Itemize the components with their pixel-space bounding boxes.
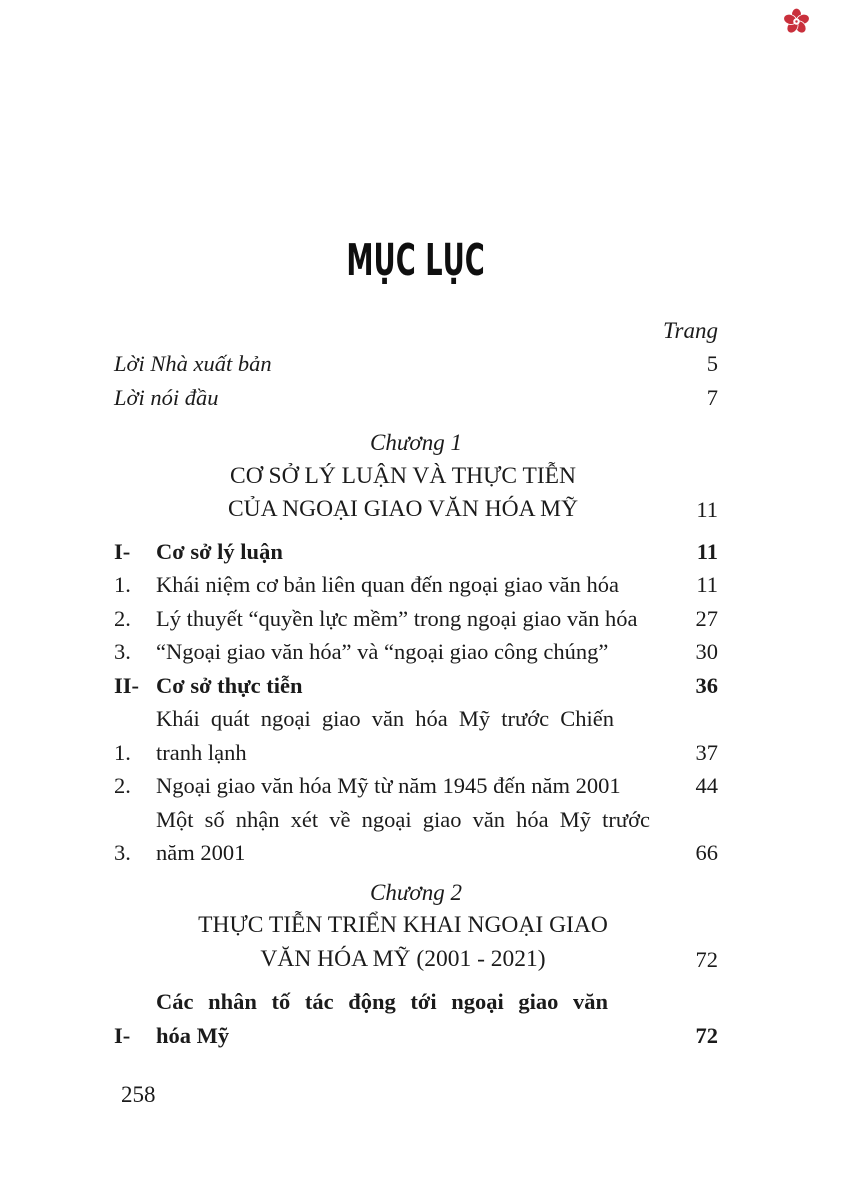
toc-entry-label: Khái niệm cơ bản liên quan đến ngoại giao văn hóa [156,572,620,597]
toc-entry-page: 44 [695,773,718,798]
chapter-title-label [114,909,666,976]
chapter-title [114,909,718,976]
toc-entry [114,635,718,669]
toc-entry-label: Cơ sở thực tiễn [156,672,303,698]
toc-entry [114,381,718,415]
toc-entry-page: 27 [695,605,718,631]
toc-entry [114,568,718,602]
toc-entry-label: “Ngoại giao văn hóa” và “ngoại giao công chúng” [156,639,609,664]
toc-entry [114,602,718,636]
toc-entry-line: Khái quát ngoại giao văn hóa Mỹ trước Chiến [156,706,614,731]
toc-entry [114,985,718,1052]
chapter-title-line: THỰC TIỄN TRIỂN KHAI NGOẠI GIAO [198,912,608,938]
chapter-title-line: VĂN HÓA MỸ (2001 - 2021) [260,945,546,972]
toc-entry-marker: 3. [114,639,131,664]
toc-entry [114,535,718,569]
toc-entry-marker: I- [114,1022,131,1048]
toc-entry-label: Cơ sở lý luận [156,538,283,564]
toc-entry-line: năm 2001 [156,840,246,865]
toc-entry-marker: I- [114,538,131,564]
toc-entry-page: 30 [695,639,718,664]
toc-entry-marker: 1. [114,739,131,765]
toc-entry-line: Một số nhận xét về ngoại giao văn hóa Mỹ trước [156,806,651,832]
toc-entry-marker: 2. [114,605,131,631]
toc-entry-page: 72 [695,1022,718,1048]
toc-entry [114,347,718,381]
toc-entry-page: 11 [696,572,718,597]
toc-content [114,235,718,1052]
toc-entry-line: tranh lạnh [156,739,247,765]
page-title: MỤC LỤC [346,235,486,286]
toc-entry-label [156,702,666,769]
toc-entry [114,769,718,803]
toc-entry-label: Lời Nhà xuất bản [114,351,272,376]
chapter-title-label [114,460,666,527]
chapter-label: Chương 1 [370,430,462,455]
toc-entry-page: 36 [695,672,718,698]
toc-entry-label: Lý thuyết “quyền lực mềm” trong ngoại giao văn hóa [156,605,638,631]
toc-entry-label [156,985,666,1052]
toc-entry-page: 5 [706,351,718,376]
toc-entry-label: Lời nói đầu [114,384,219,410]
toc-entry-page: 66 [695,840,718,865]
flower-ornament-icon [783,8,810,35]
toc-entry [114,669,718,703]
toc-entry-page: 7 [706,384,718,410]
toc-entry-label [156,803,666,870]
toc-entry-page: 11 [696,538,718,564]
toc-entry-line: Các nhân tố tác động tới ngoại giao văn [156,989,609,1014]
chapter-title [114,460,718,527]
toc-entry-line: hóa Mỹ [156,1022,230,1048]
toc-entry-page: 11 [696,497,718,522]
chapter-title-line: CƠ SỞ LÝ LUẬN VÀ THỰC TIỄN [230,462,576,489]
chapter-title-line: CỦA NGOẠI GIAO VĂN HÓA MỸ [227,496,579,522]
toc-entry-marker: II- [114,672,140,698]
toc-entry [114,702,718,769]
chapter-label: Chương 2 [370,879,462,905]
toc-entry [114,803,718,870]
toc-entry-label: Ngoại giao văn hóa Mỹ từ năm 1945 đến năm 2001 [156,773,621,798]
toc-entry-marker: 1. [114,572,131,597]
toc-entry-marker: 3. [114,840,131,865]
page-column-header: Trang [663,318,718,343]
toc-entry-page: 37 [695,739,718,765]
toc-entry-page: 72 [695,946,718,972]
page-number: 258 [121,1082,156,1107]
toc-entry-marker: 2. [114,773,131,798]
